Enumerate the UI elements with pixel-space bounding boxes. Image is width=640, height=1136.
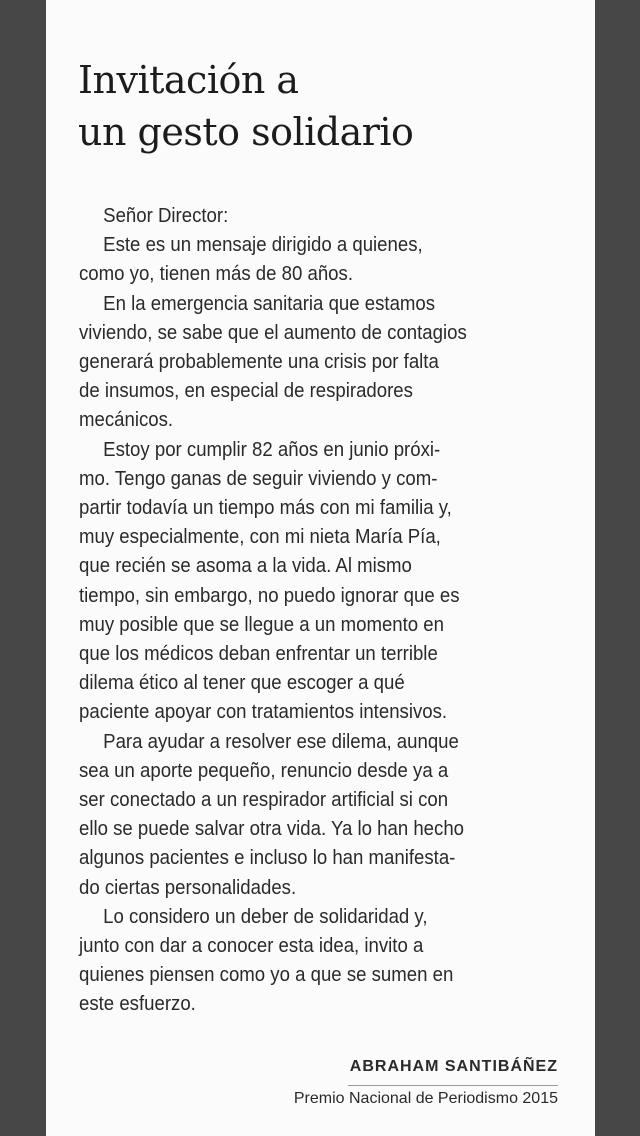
signature-divider [348, 1085, 558, 1086]
title-line: Invitación a [78, 58, 299, 102]
article-body [79, 202, 488, 1020]
text-line: Estoy por cumplir 82 años en junio próxi- [103, 438, 441, 461]
text-line: do ciertas personalidades. [79, 876, 297, 899]
text-line: algunos pacientes e incluso lo han manifesta- [79, 847, 456, 870]
text-line: que recién se asoma a la vida. Al mismo [79, 555, 412, 578]
text-line: muy especialmente, con mi nieta María Pía, [79, 526, 441, 549]
text-line: paciente apoyar con tratamientos intensivos. [79, 701, 448, 724]
text-line: sea un aporte pequeño, renuncio desde ya a [79, 759, 449, 782]
paragraph-1 [79, 231, 488, 289]
text-line: muy posible que se llegue a un momento en [79, 613, 445, 636]
text-line: tiempo, sin embargo, no puedo ignorar que es [79, 584, 460, 607]
text-line: quienes piensen como yo a que se sumen en [79, 964, 454, 987]
text-line: mecánicos. [79, 409, 174, 432]
paragraph-3 [79, 436, 488, 728]
text-line: Este es un mensaje dirigido a quienes, [103, 234, 423, 257]
text-line: Señor Director: [103, 205, 229, 227]
title-line: un gesto solidario [78, 110, 414, 154]
text-line: de insumos, en especial de respiradores [79, 380, 413, 403]
author-name: ABRAHAM SANTIBÁÑEZ [349, 1058, 558, 1075]
text-line: junto con dar a conocer esta idea, invito a [79, 935, 424, 958]
text-line: generará probablemente una crisis por falta [79, 351, 439, 374]
paragraph-2 [79, 290, 488, 436]
text-line: ello se puede salvar otra vida. Ya lo han hecho [79, 818, 465, 841]
paragraph-4 [79, 728, 488, 903]
text-line: mo. Tengo ganas de seguir viviendo y com- [79, 467, 438, 490]
text-line: viviendo, se sabe que el aumento de contagios [79, 321, 467, 344]
text-line: En la emergencia sanitaria que estamos [103, 292, 436, 315]
text-line: partir todavía un tiempo más con mi familia y, [79, 497, 452, 520]
text-line: como yo, tienen más de 80 años. [79, 263, 354, 286]
author-credential: Premio Nacional de Periodismo 2015 [293, 1090, 558, 1107]
text-line: que los médicos deban enfrentar un terrible [79, 643, 438, 666]
text-line: Para ayudar a resolver ese dilema, aunque [103, 730, 459, 753]
text-line: Lo considero un deber de solidaridad y, [103, 905, 428, 928]
article-title [78, 54, 413, 158]
paragraph-5 [79, 903, 488, 1020]
text-line: este esfuerzo. [79, 993, 196, 1016]
salutation [79, 202, 488, 231]
text-line: ser conectado a un respirador artificial si con [79, 789, 449, 812]
text-line: dilema ético al tener que escoger a qué [79, 672, 405, 695]
